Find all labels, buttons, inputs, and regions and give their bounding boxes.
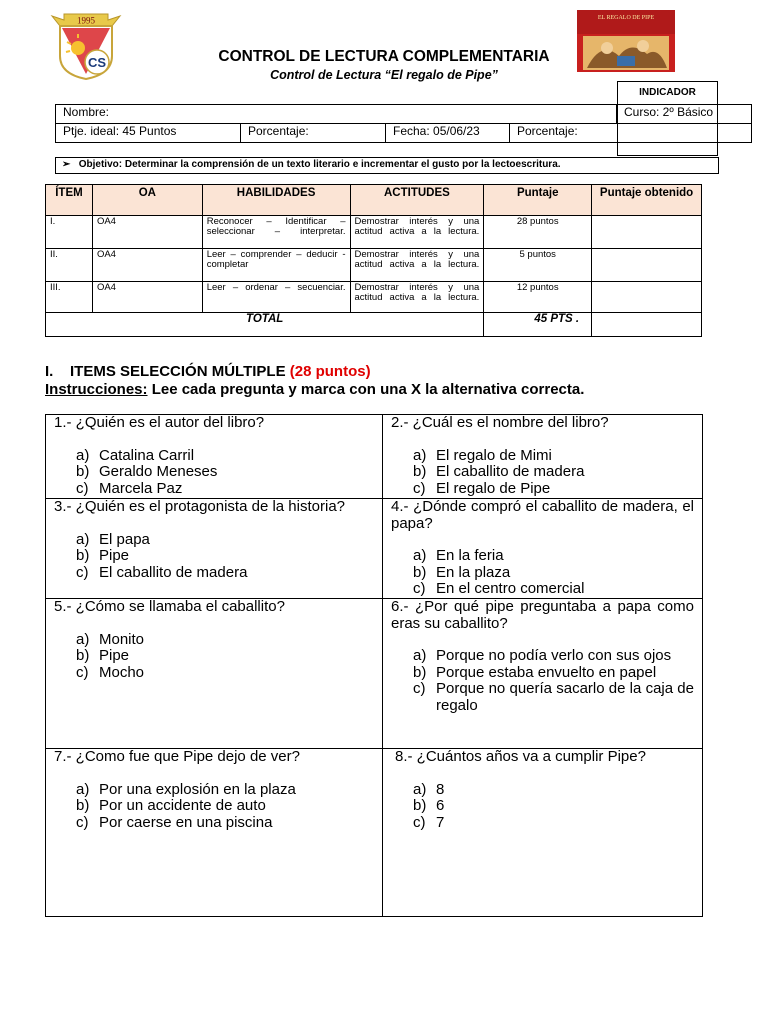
option-a[interactable] xyxy=(391,648,694,665)
option-letter: b) xyxy=(76,797,90,814)
option-text: El regalo de Pipe xyxy=(436,479,551,497)
objetivo-label: Objetivo: xyxy=(78,159,123,170)
fecha-field: Fecha: 05/06/23 xyxy=(386,124,510,143)
option-text: Porque no podía verlo con sus ojos xyxy=(436,647,672,664)
option-letter: a) xyxy=(76,446,90,464)
option-letter: a) xyxy=(76,780,90,798)
arrow-bullet-icon: ➢ xyxy=(62,159,71,170)
option-c[interactable] xyxy=(54,815,374,832)
question-5 xyxy=(46,599,382,748)
question-text: 8.- ¿Cuántos años va a cumplir Pipe? xyxy=(395,748,646,765)
option-letter: c) xyxy=(76,479,89,497)
row-obtenido[interactable] xyxy=(592,249,702,282)
page-subtitle: Control de Lectura “El regalo de Pipe” xyxy=(270,68,498,82)
total-obtenido[interactable] xyxy=(592,313,702,337)
option-b[interactable] xyxy=(391,565,694,582)
row-habilidades: Leer – comprender – deducir - completar xyxy=(202,249,350,282)
header-actitudes: ACTITUDES xyxy=(350,185,484,216)
header-habilidades: HABILIDADES xyxy=(202,185,350,216)
porcentaje-field-2[interactable]: Porcentaje: xyxy=(510,124,752,143)
question-text: 5.- ¿Cómo se llamaba el caballito? xyxy=(54,598,285,615)
question-text: 7.- ¿Como fue que Pipe dejo de ver? xyxy=(54,748,300,765)
option-letter: b) xyxy=(413,663,427,681)
option-text: El caballito de madera xyxy=(99,563,248,581)
total-value: 45 PTS . xyxy=(484,313,592,337)
porcentaje-field-1[interactable]: Porcentaje: xyxy=(241,124,386,143)
option-c[interactable] xyxy=(391,481,694,498)
option-text: Por una explosión en la plaza xyxy=(99,780,296,798)
option-text: Por un accidente de auto xyxy=(99,797,266,814)
row-obtenido[interactable] xyxy=(592,282,702,313)
option-letter: a) xyxy=(413,446,427,464)
option-text: Porque estaba envuelto en papel xyxy=(436,663,657,681)
option-letter: c) xyxy=(76,663,89,681)
option-text: Catalina Carril xyxy=(99,446,195,464)
option-text: 8 xyxy=(436,780,445,798)
option-text: En el centro comercial xyxy=(436,580,585,597)
question-6 xyxy=(382,599,702,748)
table-row xyxy=(46,282,702,313)
option-text: Marcela Paz xyxy=(99,479,183,497)
option-letter: c) xyxy=(413,479,426,497)
option-b[interactable] xyxy=(54,798,374,815)
header-item: ÍTEM xyxy=(46,185,93,216)
option-b[interactable] xyxy=(54,548,374,565)
total-row xyxy=(46,313,702,337)
questions-table xyxy=(45,414,703,917)
row-item: II. xyxy=(46,249,93,282)
section-heading xyxy=(45,363,371,380)
section-title: ITEMS SELECCIÓN MÚLTIPLE xyxy=(70,363,286,380)
book-cover-image xyxy=(577,10,675,72)
book-cover-title: EL REGALO DE PIPE xyxy=(597,15,655,21)
header-puntaje: Puntaje xyxy=(484,185,592,216)
row-oa: OA4 xyxy=(92,249,202,282)
question-row xyxy=(46,749,702,916)
question-8 xyxy=(382,749,702,916)
ptje-ideal: Ptje. ideal: 45 Puntos xyxy=(56,124,241,143)
row-actitudes: Demostrar interés y una actitud activa a la lectura. xyxy=(350,216,484,249)
option-letter: c) xyxy=(413,680,426,697)
evaluation-table xyxy=(45,184,702,337)
option-letter: a) xyxy=(413,547,427,564)
option-text: Pipe xyxy=(99,547,130,564)
option-letter: c) xyxy=(76,813,89,831)
row-actitudes: Demostrar interés y una actitud activa a la lectura. xyxy=(350,282,484,313)
row-habilidades: Leer – ordenar – secuenciar. xyxy=(202,282,350,313)
question-1 xyxy=(46,415,382,498)
row-obtenido[interactable] xyxy=(592,216,702,249)
option-a[interactable] xyxy=(54,632,374,649)
question-2 xyxy=(382,415,702,498)
question-text: 2.- ¿Cuál es el nombre del libro? xyxy=(391,414,609,431)
student-info-table xyxy=(55,104,752,143)
option-b[interactable] xyxy=(391,665,694,682)
row-habilidades: Reconocer – Identificar – seleccionar – interpretar. xyxy=(202,216,350,249)
question-text: 3.- ¿Quién es el protagonista de la historia? xyxy=(54,498,345,515)
row-oa: OA4 xyxy=(92,216,202,249)
option-a[interactable] xyxy=(54,448,374,465)
option-text: Porque no quería sacarlo de la caja de regalo xyxy=(436,680,694,714)
total-label: TOTAL xyxy=(46,313,484,337)
option-letter: b) xyxy=(76,547,90,564)
instructions-label: Instrucciones: xyxy=(45,381,148,398)
row-puntaje: 28 puntos xyxy=(484,216,592,249)
option-c[interactable] xyxy=(391,581,694,598)
row-item: I. xyxy=(46,216,93,249)
question-text: 1.- ¿Quién es el autor del libro? xyxy=(54,414,265,431)
option-letter: a) xyxy=(76,530,90,548)
option-letter: c) xyxy=(76,563,89,581)
row-puntaje: 5 puntos xyxy=(484,249,592,282)
row-item: III. xyxy=(46,282,93,313)
option-b[interactable] xyxy=(54,648,374,665)
option-a[interactable] xyxy=(54,532,374,549)
option-letter: b) xyxy=(413,563,427,581)
option-text: El papa xyxy=(99,530,150,548)
question-row xyxy=(46,499,702,599)
option-text: En la plaza xyxy=(436,563,511,581)
option-letter: c) xyxy=(413,813,426,831)
option-letter: b) xyxy=(413,797,427,814)
table-row xyxy=(46,249,702,282)
option-b[interactable] xyxy=(391,798,694,815)
option-text: Geraldo Meneses xyxy=(99,463,218,480)
objetivo-row xyxy=(55,157,719,174)
option-letter: b) xyxy=(76,463,90,480)
option-a[interactable] xyxy=(391,782,694,799)
question-4 xyxy=(382,499,702,598)
table-row xyxy=(46,216,702,249)
school-logo xyxy=(50,12,122,80)
instructions xyxy=(45,381,584,398)
row-oa: OA4 xyxy=(92,282,202,313)
option-a[interactable] xyxy=(391,448,694,465)
option-letter: c) xyxy=(413,580,426,597)
question-3 xyxy=(46,499,382,598)
option-text: En la feria xyxy=(436,547,504,564)
row-actitudes: Demostrar interés y una actitud activa a la lectura. xyxy=(350,249,484,282)
section-number: I. xyxy=(45,363,54,380)
option-text: El caballito de madera xyxy=(436,463,585,480)
objetivo-text: Determinar la comprensión de un texto literario e incrementar el gusto por la lectoescritura. xyxy=(124,159,561,170)
option-a[interactable] xyxy=(54,782,374,799)
option-text: Por caerse en una piscina xyxy=(99,813,273,831)
section-points: (28 puntos) xyxy=(289,363,371,380)
indicador-box: INDICADOR xyxy=(617,81,718,156)
option-c[interactable] xyxy=(54,481,374,498)
option-letter: a) xyxy=(413,647,427,664)
option-letter: a) xyxy=(76,630,90,648)
option-letter: b) xyxy=(76,647,90,664)
question-row xyxy=(46,415,702,499)
page-title: CONTROL DE LECTURA COMPLEMENTARIA xyxy=(218,48,550,65)
option-text: Mocho xyxy=(99,663,145,681)
question-row xyxy=(46,599,702,749)
option-a[interactable] xyxy=(391,548,694,565)
logo-initials: CS xyxy=(87,55,107,70)
option-text: 6 xyxy=(436,797,445,814)
option-c[interactable] xyxy=(54,565,374,582)
curso-field: Curso: 2º Básico xyxy=(617,105,752,124)
option-text: Pipe xyxy=(99,647,130,664)
row-puntaje: 12 puntos xyxy=(484,282,592,313)
question-7 xyxy=(46,749,382,916)
option-b[interactable] xyxy=(54,464,374,481)
option-text: El regalo de Mimi xyxy=(436,446,552,464)
question-text: 6.- ¿Por qué pipe preguntaba a papa como eras su caballito? xyxy=(391,598,694,632)
instructions-text: Lee cada pregunta y marca con una X la alternativa correcta. xyxy=(151,381,585,398)
header-puntaje-obtenido: Puntaje obtenido xyxy=(592,185,702,216)
option-c[interactable] xyxy=(391,815,694,832)
header-oa: OA xyxy=(92,185,202,216)
logo-year: 1995 xyxy=(77,15,95,26)
nombre-field[interactable]: Nombre: xyxy=(56,105,617,124)
option-letter: a) xyxy=(413,780,427,798)
option-letter: b) xyxy=(413,463,427,480)
question-text: 4.- ¿Dónde compró el caballito de madera, el papa? xyxy=(391,498,694,532)
option-c[interactable] xyxy=(391,681,694,714)
option-b[interactable] xyxy=(391,464,694,481)
option-c[interactable] xyxy=(54,665,374,682)
option-text: 7 xyxy=(436,813,445,831)
option-text: Monito xyxy=(99,630,145,648)
